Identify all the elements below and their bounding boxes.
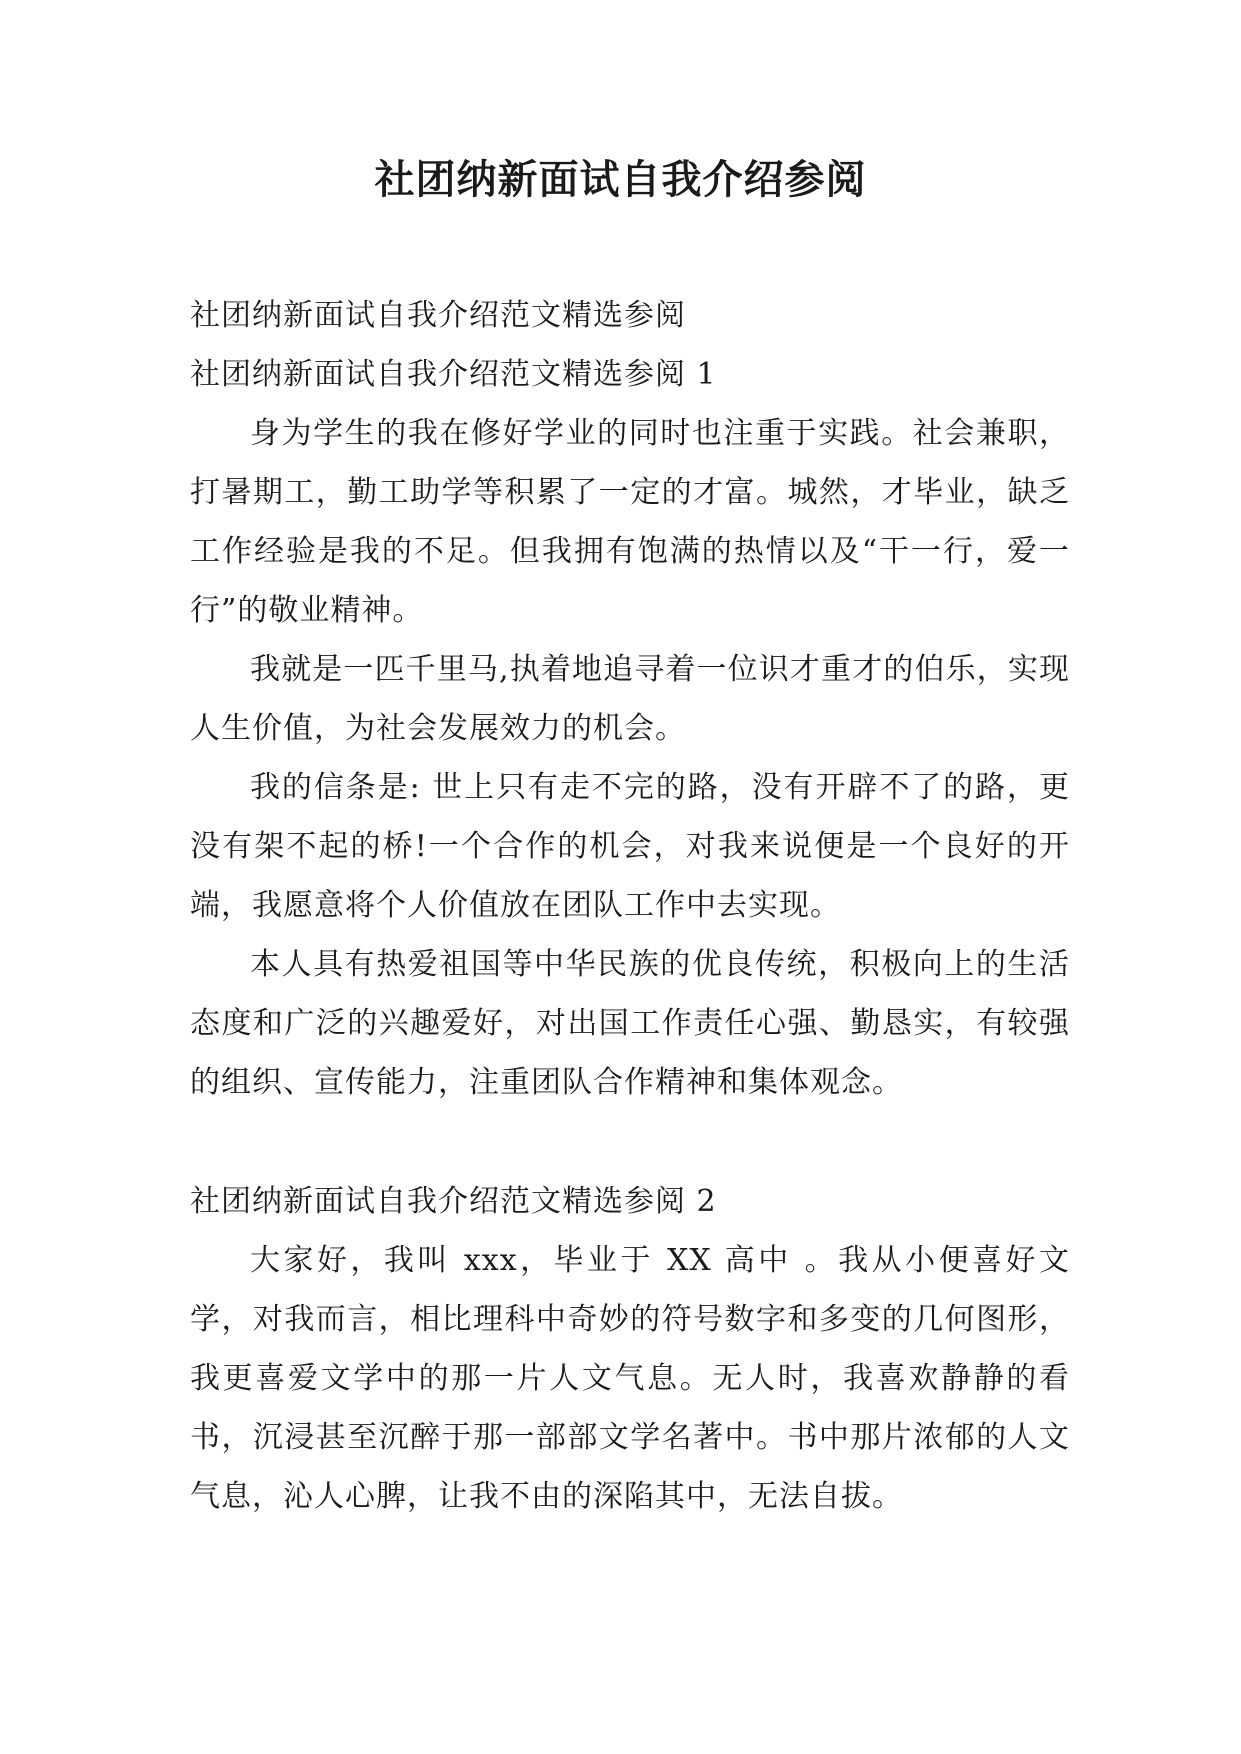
paragraph: 我就是一匹千里马,执着地追寻着一位识才重才的伯乐，实现人生价值，为社会发展效力的机会。 bbox=[190, 652, 1070, 746]
section-heading: 社团纳新面试自我介绍范文精选参阅 2 bbox=[190, 1184, 717, 1219]
paragraph: 本人具有热爱祖国等中华民族的优良传统，积极向上的生活态度和广泛的兴趣爱好，对出国工作责任心强、勤恳实，有较强的组织、宣传能力，注重团队合作精神和集体观念。 bbox=[190, 947, 1070, 1100]
section-2 bbox=[190, 1172, 1070, 1526]
document-title: 社团纳新面试自我介绍参阅 bbox=[374, 157, 867, 203]
document-subtitle: 社团纳新面试自我介绍范文精选参阅 bbox=[190, 298, 686, 333]
paragraph: 我的信条是: 世上只有走不完的路，没有开辟不了的路，更没有架不起的桥!一个合作的机会，对我来说便是一个良好的开端，我愿意将个人价值放在团队工作中去实现。 bbox=[190, 770, 1070, 923]
document-body bbox=[190, 286, 1070, 1526]
section-1 bbox=[190, 345, 1070, 1112]
section-spacer bbox=[190, 1112, 1070, 1172]
section-heading: 社团纳新面试自我介绍范文精选参阅 1 bbox=[190, 357, 717, 392]
paragraph: 身为学生的我在修好学业的同时也注重于实践。社会兼职，打暑期工，勤工助学等积累了一定的才富。城然，才毕业，缺乏工作经验是我的不足。但我拥有饱满的热情以及“干一行，爱一行”的敬业精神。 bbox=[190, 416, 1070, 628]
paragraph: 大家好，我叫 xxx，毕业于 XX 高中 。我从小便喜好文学，对我而言，相比理科中奇妙的符号数字和多变的几何图形，我更喜爱文学中的那一片人文气息。无人时，我喜欢静静的看书，沉浸甚至沉醉于那一部部文学名著中。书中那片浓郁的人文气息，沁人心脾，让我不由的深陷其中，无法自拔。 bbox=[190, 1243, 1070, 1514]
